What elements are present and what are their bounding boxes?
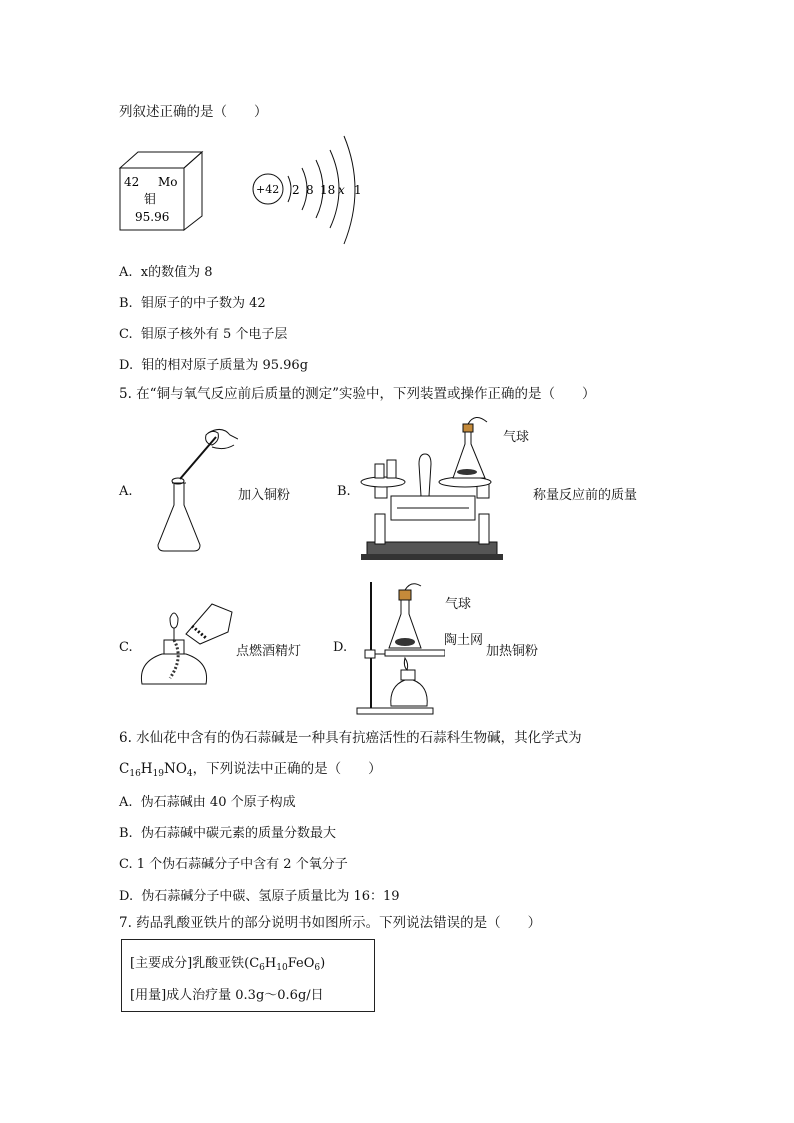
q6-option-a[interactable]: A. 伪石蒜碱由 40 个原子构成 (119, 795, 296, 810)
q4-option-b[interactable]: B. 钼原子的中子数为 42 (119, 296, 266, 311)
q7-stem: 7. 药品乳酸亚铁片的部分说明书如图所示。下列说法错误的是（ ） (119, 915, 542, 931)
q5-option-d-gauze-label: 陶土网 (444, 633, 484, 648)
q5-option-b-balloon-label: 气球 (503, 430, 530, 445)
shell-3-count: 18 (320, 183, 336, 197)
q5-option-d-balloon-label: 气球 (445, 597, 472, 612)
q7-main-ingredient: [主要成分]乳酸亚铁$(C_6H_{10}FeO_6)$ (130, 956, 326, 973)
element-symbol: Mo (158, 175, 178, 189)
q5-option-a-label: 加入铜粉 (238, 488, 291, 503)
q5-figure-b-balance (355, 414, 525, 564)
q5-figure-a-spoon-flask (138, 425, 238, 553)
q5-option-d-letter[interactable]: D. (333, 640, 348, 655)
q5-option-a-letter[interactable]: A. (119, 484, 133, 499)
q5-option-b-letter[interactable]: B. (337, 484, 351, 499)
q6-option-b[interactable]: B. 伪石蒜碱中碳元素的质量分数最大 (119, 826, 336, 841)
element-name: 钼 (144, 192, 157, 206)
q5-option-d-label: 加热铜粉 (486, 644, 539, 659)
q7-dosage: [用量]成人治疗量 0.3g～0.6g/日 (130, 988, 324, 1003)
element-mass: 95.96 (135, 210, 170, 224)
q6-stem-line1: 6. 水仙花中含有的伪石蒜碱是一种具有抗癌活性的石蒜科生物碱，其化学式为 (119, 730, 582, 746)
q5-figure-d-heating-stand (355, 580, 445, 716)
element-card-figure (118, 150, 204, 232)
element-number: 42 (124, 175, 140, 189)
q6-option-c[interactable]: C. 1 个伪石蒜碱分子中含有 2 个氧分子 (119, 857, 348, 872)
q4-option-a[interactable]: A. x的数值为 8 (119, 265, 213, 280)
shell-2-count: 8 (306, 183, 314, 197)
q5-figure-c-alcohol-lamp (134, 598, 236, 696)
q6-stem-line2: $C_{16}H_{19}NO_4$，下列说法中正确的是（ ） (119, 761, 382, 779)
shell-4-count: x (338, 183, 345, 197)
shell-5-count: 1 (354, 183, 362, 197)
q7-instruction-box (121, 939, 375, 1012)
nucleus-charge: +42 (256, 183, 280, 196)
q4-option-d[interactable]: D. 钼的相对原子质量为 95.96g (119, 358, 309, 373)
q4-option-c[interactable]: C. 钼原子核外有 5 个电子层 (119, 327, 288, 342)
q5-option-c-label: 点燃酒精灯 (236, 644, 302, 659)
q5-stem: 5. 在“铜与氧气反应前后质量的测定”实验中，下列装置或操作正确的是（ ） (119, 386, 596, 402)
q4-stem: 列叙述正确的是（ ） (119, 104, 268, 120)
q5-option-c-letter[interactable]: C. (119, 640, 133, 655)
shell-1-count: 2 (292, 183, 300, 197)
atom-structure-diagram (250, 132, 370, 250)
q6-option-d[interactable]: D. 伪石蒜碱分子中碳、氢原子质量比为 16：19 (119, 889, 400, 904)
q5-option-b-label: 称量反应前的质量 (533, 488, 638, 503)
